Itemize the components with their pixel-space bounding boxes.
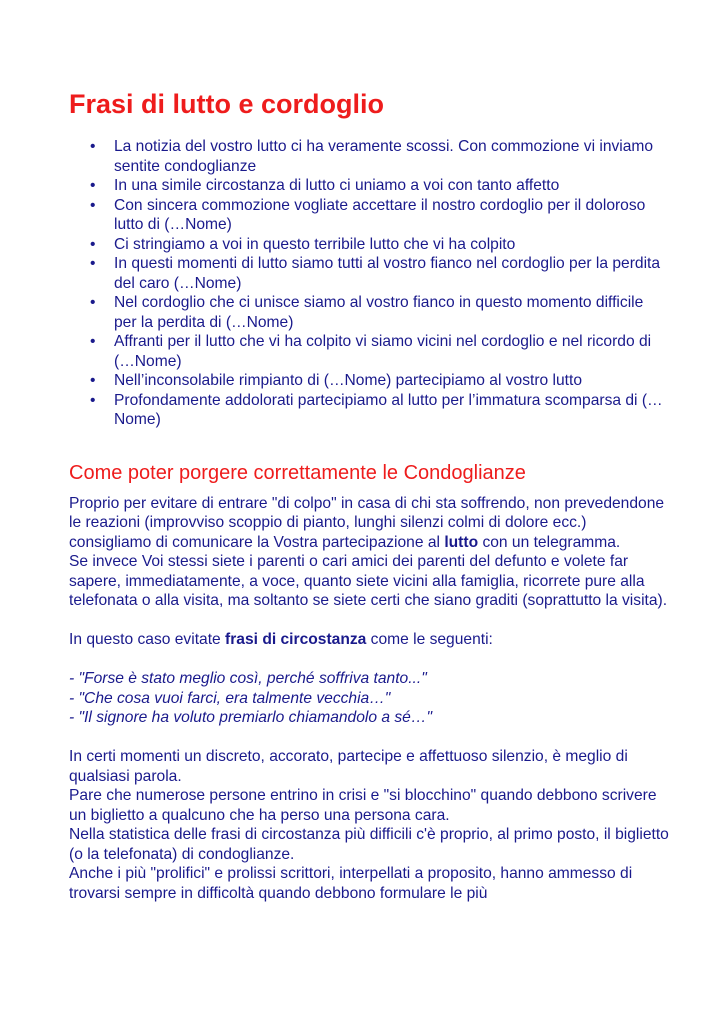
- document-page: [69, 84, 669, 903]
- quote-line: - "Forse è stato meglio così, perché soffriva tanto...": [69, 670, 427, 687]
- bullet-icon: •: [90, 391, 96, 409]
- paragraph-telegram: Proprio per evitare di entrare "di colpo" in casa di chi sta soffrendo, non prevedendone le reazioni (improvviso scoppio di pianto, lunghi silenzi colmi di dolore ecc.) consigliamo di comunicare la Vostra partecipazione al lutto con un telegramma.: [69, 494, 665, 551]
- list-item-text: In questi momenti di lutto siamo tutti al vostro fianco nel cordoglio per la perdita del caro (…Nome): [114, 255, 661, 292]
- bullet-icon: •: [90, 138, 96, 155]
- bullet-icon: •: [90, 333, 96, 350]
- list-item: [69, 391, 669, 430]
- list-item-text: Affranti per il lutto che vi ha colpito vi siamo vicini nel cordoglio e nel ricordo di (…Nome): [114, 333, 652, 370]
- list-item-text: Ci stringiamo a voi in questo terribile lutto che vi ha colpito: [114, 235, 516, 253]
- bullet-icon: •: [90, 255, 96, 272]
- bullet-icon: •: [90, 177, 96, 194]
- list-item-text: Nel cordoglio che ci unisce siamo al vostro fianco in questo momento difficile per la perdita di (…Nome): [114, 294, 644, 331]
- list-item-text: Profondamente addolorati partecipiamo al lutto per l’immatura scomparsa di (…Nome): [114, 391, 663, 428]
- list-item: [69, 293, 669, 332]
- list-item: [69, 254, 669, 293]
- bullet-icon: •: [90, 235, 96, 253]
- list-item-text: Nell’inconsolabile rimpianto di (…Nome) partecipiamo al vostro lutto: [114, 372, 583, 389]
- paragraph-relatives: Se invece Voi stessi siete i parenti o cari amici dei parenti del defunto e volete far sapere, immediatamente, a voce, quanto siete vicini alla famiglia, ricorrete pure alla telefonata o alla visita, ma soltanto se siete certi che siano graditi (soprattutto la visita).: [69, 553, 668, 609]
- condolence-phrases-list: [69, 137, 669, 430]
- list-item-text: In una simile circostanza di lutto ci uniamo a voi con tanto affetto: [114, 177, 560, 194]
- paragraph-silence: In certi momenti un discreto, accorato, partecipe e affettuoso silenzio, è meglio di qualsiasi parola.: [69, 748, 628, 785]
- list-item-text: Con sincera commozione vogliate accettare il nostro cordoglio per il doloroso lutto di (…Nome): [114, 196, 646, 233]
- page-title: Frasi di lutto e cordoglio: [69, 89, 385, 119]
- list-item: [69, 235, 669, 255]
- list-item: [69, 332, 669, 371]
- list-item: [69, 196, 669, 235]
- paragraph-crisis: Pare che numerose persone entrino in crisi e "si blocchino" quando debbono scrivere un biglietto a qualcuno che ha perso una persona cara.: [69, 787, 657, 824]
- bullet-icon: •: [90, 196, 96, 214]
- quote-line: - "Il signore ha voluto premiarlo chiamandolo a sé…": [69, 709, 432, 726]
- list-item: [69, 137, 669, 176]
- bullet-icon: •: [90, 294, 96, 311]
- paragraph-avoid: In questo caso evitate frasi di circostanza come le seguenti:: [69, 631, 493, 648]
- list-item: [69, 176, 669, 196]
- paragraph-writers: Anche i più "prolifici" e prolissi scrittori, interpellati a proposito, hanno ammesso di trovarsi sempre in difficoltà quando debbono formulare le più: [69, 865, 633, 902]
- bullet-icon: •: [90, 372, 96, 389]
- paragraph-statistics: Nella statistica delle frasi di circostanza più difficili c'è proprio, al primo posto, il biglietto (o la telefonata) di condoglianze.: [69, 826, 669, 863]
- list-item: [69, 371, 669, 391]
- quote-line: - "Che cosa vuoi farci, era talmente vecchia…": [69, 689, 391, 707]
- section-heading: Come poter porgere correttamente le Condoglianze: [69, 461, 526, 484]
- list-item-text: La notizia del vostro lutto ci ha veramente scossi. Con commozione vi inviamo sentite condoglianze: [114, 138, 654, 175]
